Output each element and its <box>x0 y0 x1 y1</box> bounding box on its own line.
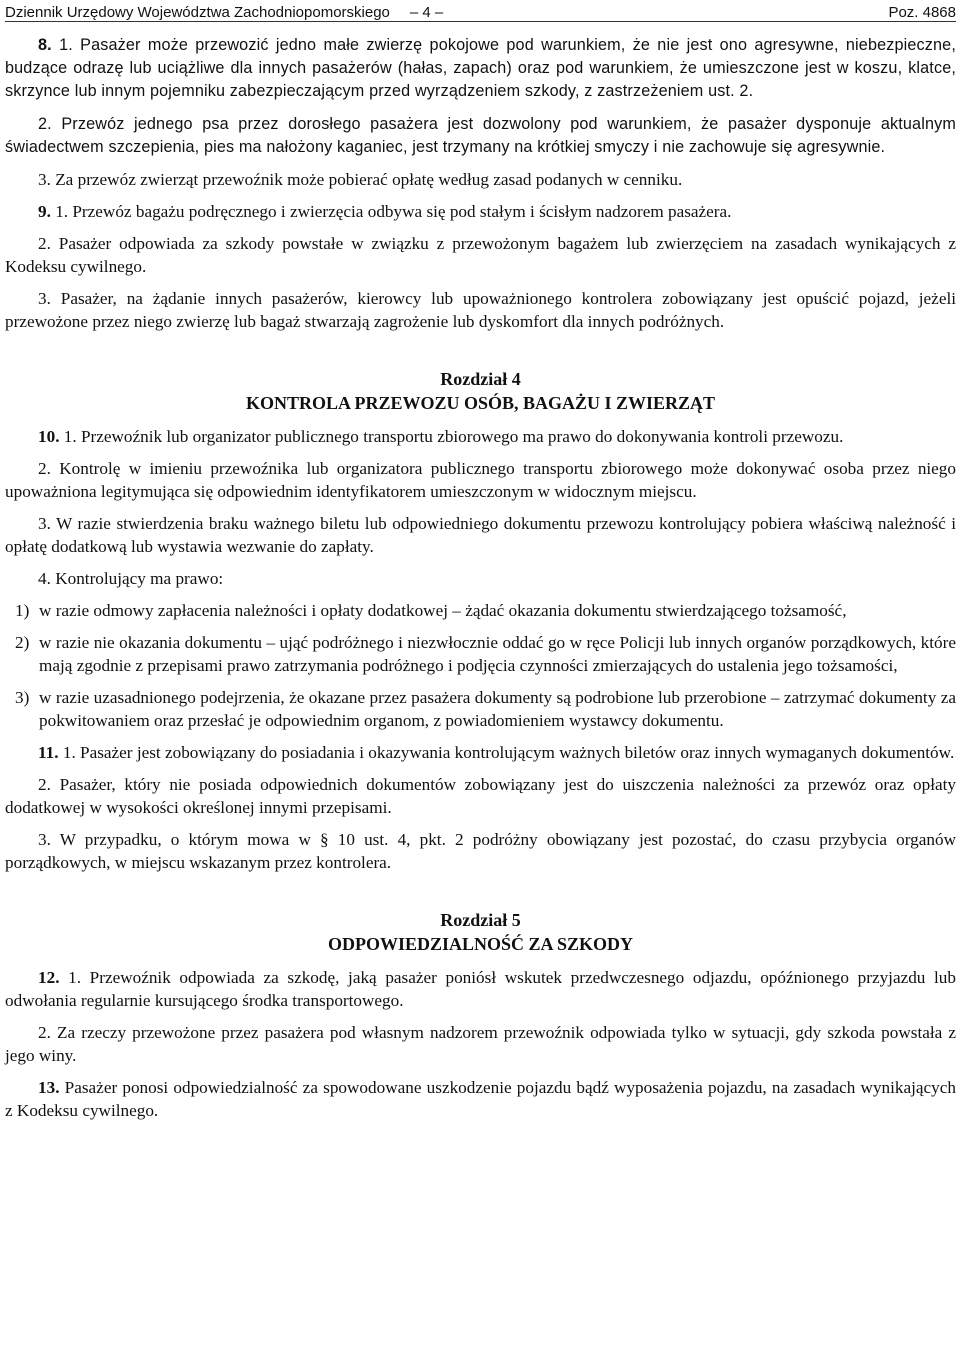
paragraph-text: 1. Pasażer może przewozić jedno małe zwierzę pokojowe pod warunkiem, że nie jest ono agresywne, niebezpieczne, budzące odrazę lub uciążliwe dla innych pasażerów (hałas, zapach) oraz pod warunkiem, że umieszczone jest w koszu, klatce, skrzynce lub innym pojemniku zabezpieczającym przed wyrządzeniem szkody, z zastrzeżeniem ust. 2. <box>5 36 956 100</box>
s11-p3: 3. W przypadku, o którym mowa w § 10 ust. 4, pkt. 2 podróżny obowiązany jest pozostać, do czasu przybycia organów porządkowych, w miejscu wskazanym przez kontrolera. <box>5 830 956 872</box>
page-number: – 4 – <box>409 4 444 21</box>
s10-p2: 2. Kontrolę w imieniu przewoźnika lub organizatora publicznego transportu zbiorowego może dokonywać osoba przez niego upoważniona legitymująca się odpowiednim identyfikatorem umieszczonym w widocznym miejscu. <box>5 459 956 501</box>
s9-p2: 2. Pasażer odpowiada za szkody powstałe w związku z przewożonym bagażem lub zwierzęciem na zasadach wynikających z Kodeksu cywilnego. <box>5 234 956 276</box>
s8-p1 <box>5 34 956 103</box>
document-body <box>5 22 956 1122</box>
section-number: 9. <box>38 202 51 221</box>
s9-p3: 3. Pasażer, na żądanie innych pasażerów, kierowcy lub upoważnionego kontrolera zobowiązany jest opuścić pojazd, jeżeli przewożone przez niego zwierzę lub bagaż stwarzają zagrożenie lub dyskomfort dla innych podróżnych. <box>5 289 956 331</box>
list-item-text: w razie nie okazania dokumentu – ująć podróżnego i niezwłocznie oddać go w ręce Policji lub innych organów porządkowych, które mają zgodnie z przepisami prawo zatrzymania podróżnego i podjęcia czynności zmierzających do ustalenia jego tożsamości, <box>39 633 956 675</box>
paragraph-text: 1. Przewóz bagażu podręcznego i zwierzęcia odbywa się pod stałym i ścisłym nadzorem pasażera. <box>50 202 732 221</box>
list-item-text: w razie odmowy zapłacenia należności i opłaty dodatkowej – żądać okazania dokumentu stwierdzającego tożsamość, <box>39 601 847 620</box>
section-number: 12. <box>38 968 60 987</box>
position-number: Poz. 4868 <box>888 4 956 21</box>
section-number: 10. <box>38 427 60 446</box>
list-item-number: 1) <box>15 601 30 620</box>
list-item <box>15 599 956 622</box>
list-item <box>15 686 956 732</box>
s11-p2: 2. Pasażer, który nie posiada odpowiednich dokumentów zobowiązany jest do uiszczenia należności za przewóz oraz opłaty dodatkowej w wysokości określonej innymi przepisami. <box>5 775 956 817</box>
journal-title: Dziennik Urzędowy Województwa Zachodniopomorskiego <box>5 4 390 21</box>
s10-p1 <box>5 425 956 448</box>
s9-p1 <box>5 200 956 223</box>
chapter-4-title: KONTROLA PRZEWOZU OSÓB, BAGAŻU I ZWIERZĄT <box>245 393 716 413</box>
list-item-number: 2) <box>15 633 30 652</box>
list-item <box>15 631 956 677</box>
section-number: 8. <box>38 36 52 54</box>
page-header <box>5 0 956 22</box>
s10-p3: 3. W razie stwierdzenia braku ważnego biletu lub odpowiedniego dokumentu przewozu kontrolujący pobiera właściwą należność i opłatę dodatkową lub wystawia wezwanie do zapłaty. <box>5 514 956 556</box>
chapter-5-number: Rozdział 5 <box>440 910 521 930</box>
paragraph-text: 1. Przewoźnik lub organizator publicznego transportu zbiorowego ma prawo do dokonywania kontroli przewozu. <box>59 427 844 446</box>
chapter-4-number: Rozdział 4 <box>440 369 521 389</box>
s8-p3: 3. Za przewóz zwierząt przewoźnik może pobierać opłatę według zasad podanych w cenniku. <box>38 170 683 189</box>
s11-p1 <box>5 741 956 764</box>
s10-p4: 4. Kontrolujący ma prawo: <box>38 569 224 588</box>
paragraph-text: 1. Przewoźnik odpowiada za szkodę, jaką pasażer poniósł wskutek przedwczesnego odjazdu, opóźnionego przyjazdu lub odwołania regularnie kursującego środka transportowego. <box>5 968 956 1010</box>
s13-p1 <box>5 1076 956 1122</box>
paragraph-text: Pasażer ponosi odpowiedzialność za spowodowane uszkodzenie pojazdu bądź wyposażenia pojazdu, na zasadach wynikających z Kodeksu cywilnego. <box>5 1078 956 1120</box>
s8-p2: 2. Przewóz jednego psa przez dorosłego pasażera jest dozwolony pod warunkiem, że pasażer dysponuje aktualnym świadectwem szczepienia, pies ma nałożony kaganiec, jest trzymany na krótkiej smyczy i nie zachowuje się agresywnie. <box>5 115 956 156</box>
section-number: 11. <box>38 743 59 762</box>
s12-p1 <box>5 966 956 1012</box>
list-item-number: 3) <box>15 688 30 707</box>
section-number: 13. <box>38 1078 60 1097</box>
paragraph-text: 1. Pasażer jest zobowiązany do posiadania i okazywania kontrolującym ważnych biletów oraz innych wymaganych dokumentów. <box>58 743 955 762</box>
list-item-text: w razie uzasadnionego podejrzenia, że okazane przez pasażera dokumenty są podrobione lub przerobione – zatrzymać dokumenty za pokwitowaniem oraz przesłać je odpowiednim organom, z powiadomieniem wystawcy dokumentu. <box>39 688 956 730</box>
s12-p2: 2. Za rzeczy przewożone przez pasażera pod własnym nadzorem przewoźnik odpowiada tylko w sytuacji, gdy szkoda powstała z jego winy. <box>5 1023 956 1065</box>
chapter-5-title: ODPOWIEDZIALNOŚĆ ZA SZKODY <box>327 934 634 954</box>
